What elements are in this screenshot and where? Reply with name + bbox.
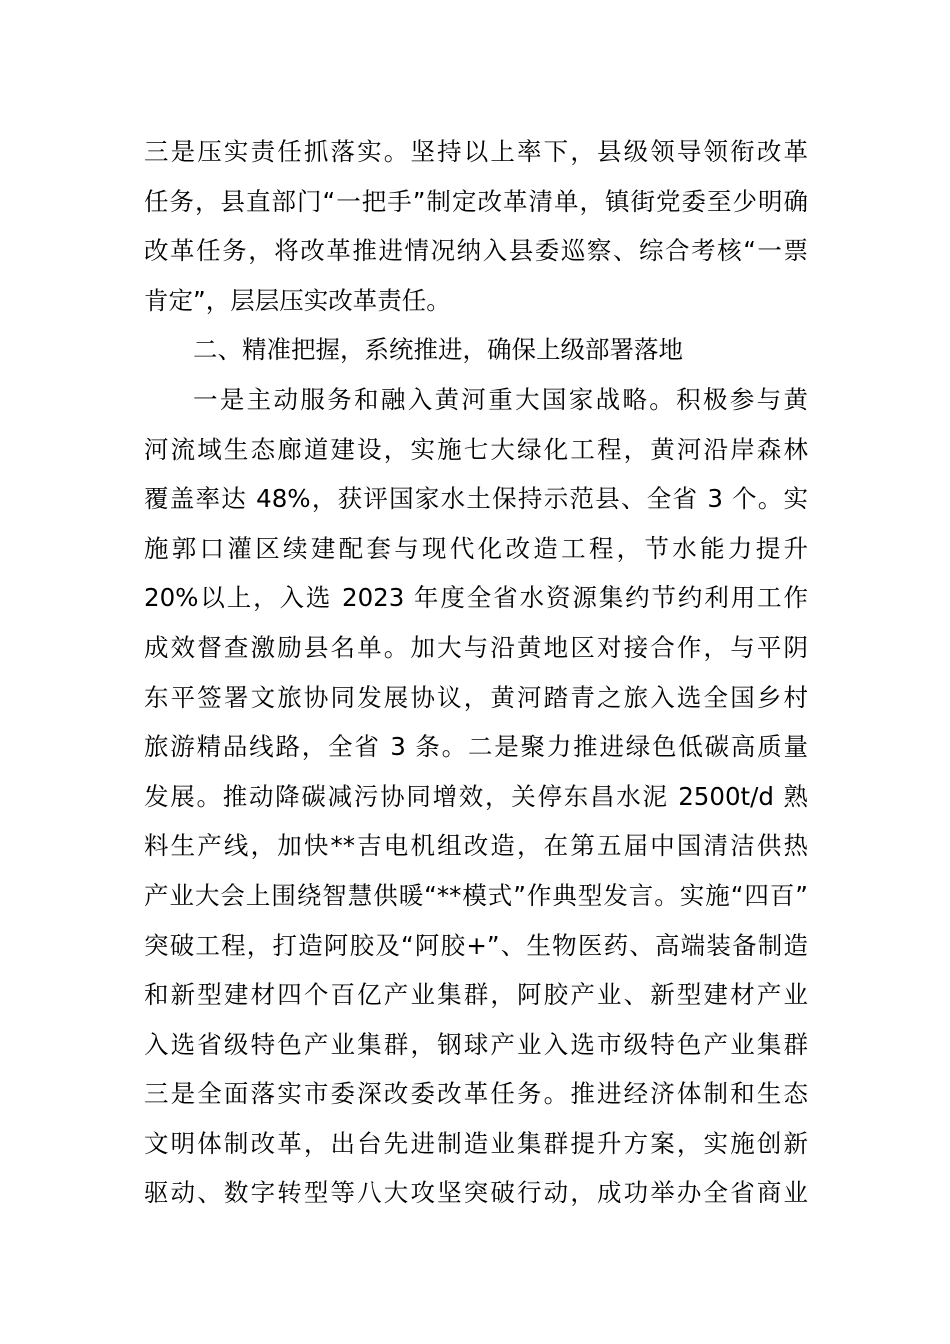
text-line: 和新型建材四个百亿产业集群，阿胶产业、新型建材产业 — [144, 980, 808, 1010]
text-line: 施郭口灌区续建配套与现代化改造工程，节水能力提升 — [144, 533, 808, 563]
text-line: 驱动、数字转型等八大攻坚突破行动，成功举办全省商业 — [144, 1178, 808, 1208]
text-line: 20%以上，入选 2023 年度全省水资源集约节约利用工作 — [144, 583, 808, 613]
document-body — [144, 127, 808, 1218]
text-line: 改革任务，将改革推进情况纳入县委巡察、综合考核“一票 — [144, 236, 808, 266]
text-line: 任务，县直部门“一把手”制定改革清单，镇街党委至少明确 — [144, 186, 808, 216]
text-line: 旅游精品线路，全省 3 条。二是聚力推进绿色低碳高质量 — [144, 732, 808, 762]
text-line: 一是主动服务和融入黄河重大国家战略。积极参与黄 — [193, 384, 808, 414]
text-line: 三是压实责任抓落实。坚持以上率下，县级领导领衔改革 — [144, 137, 808, 166]
text-line: 入选省级特色产业集群，钢球产业入选市级特色产业集群 — [144, 1029, 808, 1059]
text-line: 突破工程，打造阿胶及“阿胶+”、生物医药、高端装备制造 — [144, 930, 808, 960]
text-line: 覆盖率达 48%，获评国家水土保持示范县、全省 3 个。实 — [144, 484, 808, 514]
text-line: 文明体制改革，出台先进制造业集群提升方案，实施创新 — [144, 1128, 808, 1158]
text-line: 三是全面落实市委深改委改革任务。推进经济体制和生态 — [144, 1079, 808, 1109]
text-line: 成效督查激励县名单。加大与沿黄地区对接合作，与平阴 — [144, 632, 808, 662]
text-line: 产业大会上围绕智慧供暖“**模式”作典型发言。实施“四百” — [144, 880, 808, 910]
section-heading: 二、精准把握，系统推进，确保上级部署落地 — [193, 335, 683, 365]
text-line: 发展。推动降碳减污协同增效，关停东昌水泥 2500t/d 熟 — [144, 781, 808, 811]
text-line: 东平签署文旅协同发展协议，黄河踏青之旅入选全国乡村 — [144, 682, 808, 712]
text-line: 河流域生态廊道建设，实施七大绿化工程，黄河沿岸森林 — [144, 434, 808, 464]
text-line: 肯定”，层层压实改革责任。 — [144, 285, 451, 315]
text-line: 料生产线，加快**吉电机组改造，在第五届中国清洁供热 — [144, 831, 808, 861]
